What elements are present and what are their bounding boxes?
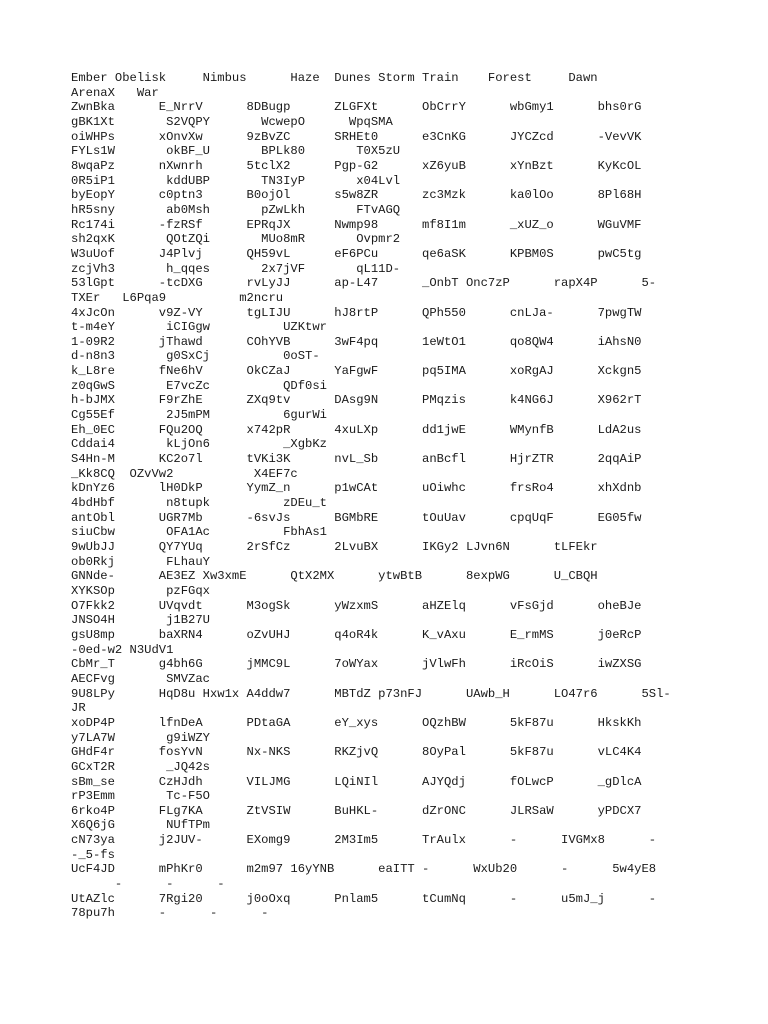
document-line: FYLs1W okBF_U BPLk80 T0X5zU <box>71 144 401 159</box>
document-line: xoDP4P lfnDeA PDtaGA eY_xys OQzhBW 5kF87u HkskKh <box>71 715 642 730</box>
document-line: 6rko4P FLg7KA ZtVSIW BuHKL- dZrONC JLRSaW yPDCX7 <box>71 803 642 818</box>
document-line: 53lGpt -tcDXG rvLyJJ ap-L47 _OnbT Onc7zP rapX4P 5- <box>71 276 657 291</box>
document-line: GHdF4r fosYvN Nx-NKS RKZjvQ 8OyPal 5kF87u vLC4K4 <box>71 745 642 760</box>
document-line: ArenaX War <box>71 85 159 100</box>
document-line: siuCbw OFA1Ac FbhAs1 <box>71 525 327 540</box>
document-line: ob0Rkj FLhauY <box>71 554 210 569</box>
document-line: Ember Obelisk Nimbus Haze Dunes Storm Train Forest Dawn <box>71 71 598 85</box>
document-line: h-bJMX F9rZhE ZXq9tv DAsg9N PMqzis k4NG6J X962rT <box>71 393 642 408</box>
document-line: -0ed-w2 N3UdV1 <box>71 642 174 657</box>
document-line: - - - <box>71 877 225 892</box>
document-line: W3uUof J4Plvj QH59vL eF6PCu qe6aSK KPBM0S pwC5tg <box>71 246 642 261</box>
document-line: gsU8mp baXRN4 oZvUHJ q4oR4k K_vAxu E_rmMS j0eRcP <box>71 627 642 642</box>
document-line: k_L8re fNe6hV OkCZaJ YaFgwF pq5IMA xoRgAJ Xckgn5 <box>71 364 642 379</box>
document-line: 0R5iP1 kddUBP TN3IyP x04Lvl <box>71 173 401 188</box>
document-line: Cddai4 kLjOn6 _XgbKz <box>71 437 327 452</box>
document-line: 8wqaPz nXwnrh 5tclX2 Pgp-G2 xZ6yuB xYnBzt KyKcOL <box>71 158 642 173</box>
document-line: Rc174i -fzRSf EPRqJX Nwmp98 mf8I1m _xUZ_o WGuVMF <box>71 217 642 232</box>
document-line: CbMr_T g4bh6G jMMC9L 7oWYax jVlwFh iRcOiS iwZXSG <box>71 657 642 672</box>
document-line: cN73ya j2JUV- EXomg9 2M3Im5 TrAulx - IVGMx8 - <box>71 833 657 848</box>
document-line: sh2qxK QOtZQi MUo8mR Ovpmr2 <box>71 232 401 247</box>
document-line: rP3Emm Tc-F5O <box>71 789 210 804</box>
document-line: JNSO4H j1B27U <box>71 613 210 628</box>
document-line: -_5-fs <box>71 847 115 862</box>
document-line: UcF4JD mPhKr0 m2m97 16yYNB eaITT - WxUb20 - 5w4yE8 <box>71 862 657 877</box>
document-line: gBK1Xt S2VQPY WcwepO WpqSMA <box>71 114 393 129</box>
document-line: _Kk8CQ OZvVw2 X4EF7c <box>71 466 298 481</box>
document-line: XYKSOp pzFGqx <box>71 583 210 598</box>
document-line: sBm_se CzHJdh VILJMG LQiNIl AJYQdj fOLwcP _gDlcA <box>71 774 642 789</box>
document-line: X6Q6jG NUfTPm <box>71 818 210 833</box>
document-line: antObl UGR7Mb -6svJs BGMbRE tOuUav cpqUqF EG05fw <box>71 510 642 525</box>
document-line: 4bdHbf n8tupk zDEu_t <box>71 496 327 511</box>
document-line: t-m4eY iCIGgw UZKtwr <box>71 320 327 335</box>
document-line: TXEr L6Pqa9 m2ncru <box>71 290 284 305</box>
document-line: JR <box>71 701 86 716</box>
document-line: GCxT2R _JQ42s <box>71 759 210 774</box>
document-line: S4Hn-M KC2o7l tVKi3K nvL_Sb anBcfl HjrZTR 2qqAiP <box>71 452 642 467</box>
document-line: 9U8LPy HqD8u Hxw1x A4ddw7 MBTdZ p73nFJ UAwb_H LO47r6 5Sl- <box>71 686 671 701</box>
document-line: O7Fkk2 UVqvdt M3ogSk yWzxmS aHZElq vFsGjd oheBJe <box>71 598 642 613</box>
document-line: Eh_0EC FQu2OQ x742pR 4xuLXp dd1jwE WMynfB LdA2us <box>71 422 642 437</box>
document-line: y7LA7W g9iWZY <box>71 730 210 745</box>
document-line: oiWHPs xOnvXw 9zBvZC SRHEt0 e3CnKG JYCZcd -VevVK <box>71 129 642 144</box>
document-line: 4xJcOn v9Z-VY tgLIJU hJ8rtP QPh550 cnLJa- 7pwgTW <box>71 305 642 320</box>
document-line: kDnYz6 lH0DkP YymZ_n p1wCAt uOiwhc frsRo4 xhXdnb <box>71 481 642 496</box>
document-line: 78pu7h - - - <box>71 906 269 921</box>
document-line: hR5sny ab0Msh pZwLkh FTvAGQ <box>71 202 401 217</box>
document-line: ZwnBka E_NrrV 8DBugp ZLGFXt ObCrrY wbGmy1 bhs0rG <box>71 100 642 115</box>
document-line: z0qGwS E7vcZc QDf0si <box>71 378 327 393</box>
document-line: GNNde- AE3EZ Xw3xmE QtX2MX ytwBtB 8expWG U_CBQH <box>71 569 598 584</box>
document-line: UtAZlc 7Rgi20 j0oOxq Pnlam5 tCumNq - u5mJ_j - <box>71 891 657 906</box>
document-line: byEopY c0ptn3 B0ojOl s5w8ZR zc3Mzk ka0lOo 8Pl68H <box>71 188 642 203</box>
document-line: Cg55Ef 2J5mPM 6gurWi <box>71 408 327 423</box>
document-line: 1-09R2 jThawd COhYVB 3wF4pq 1eWtO1 qo8QW4 iAhsN0 <box>71 334 642 349</box>
document-line: 9wUbJJ QY7YUq 2rSfCz 2LvuBX IKGy2 LJvn6N tLFEkr <box>71 540 598 554</box>
document-line: AECFvg SMVZac <box>71 671 210 686</box>
document-line: d-n8n3 g0SxCj 0oST- <box>71 349 320 364</box>
document-text <box>71 71 711 921</box>
document-line: zcjVh3 h_qqes 2x7jVF qL11D- <box>71 261 401 276</box>
